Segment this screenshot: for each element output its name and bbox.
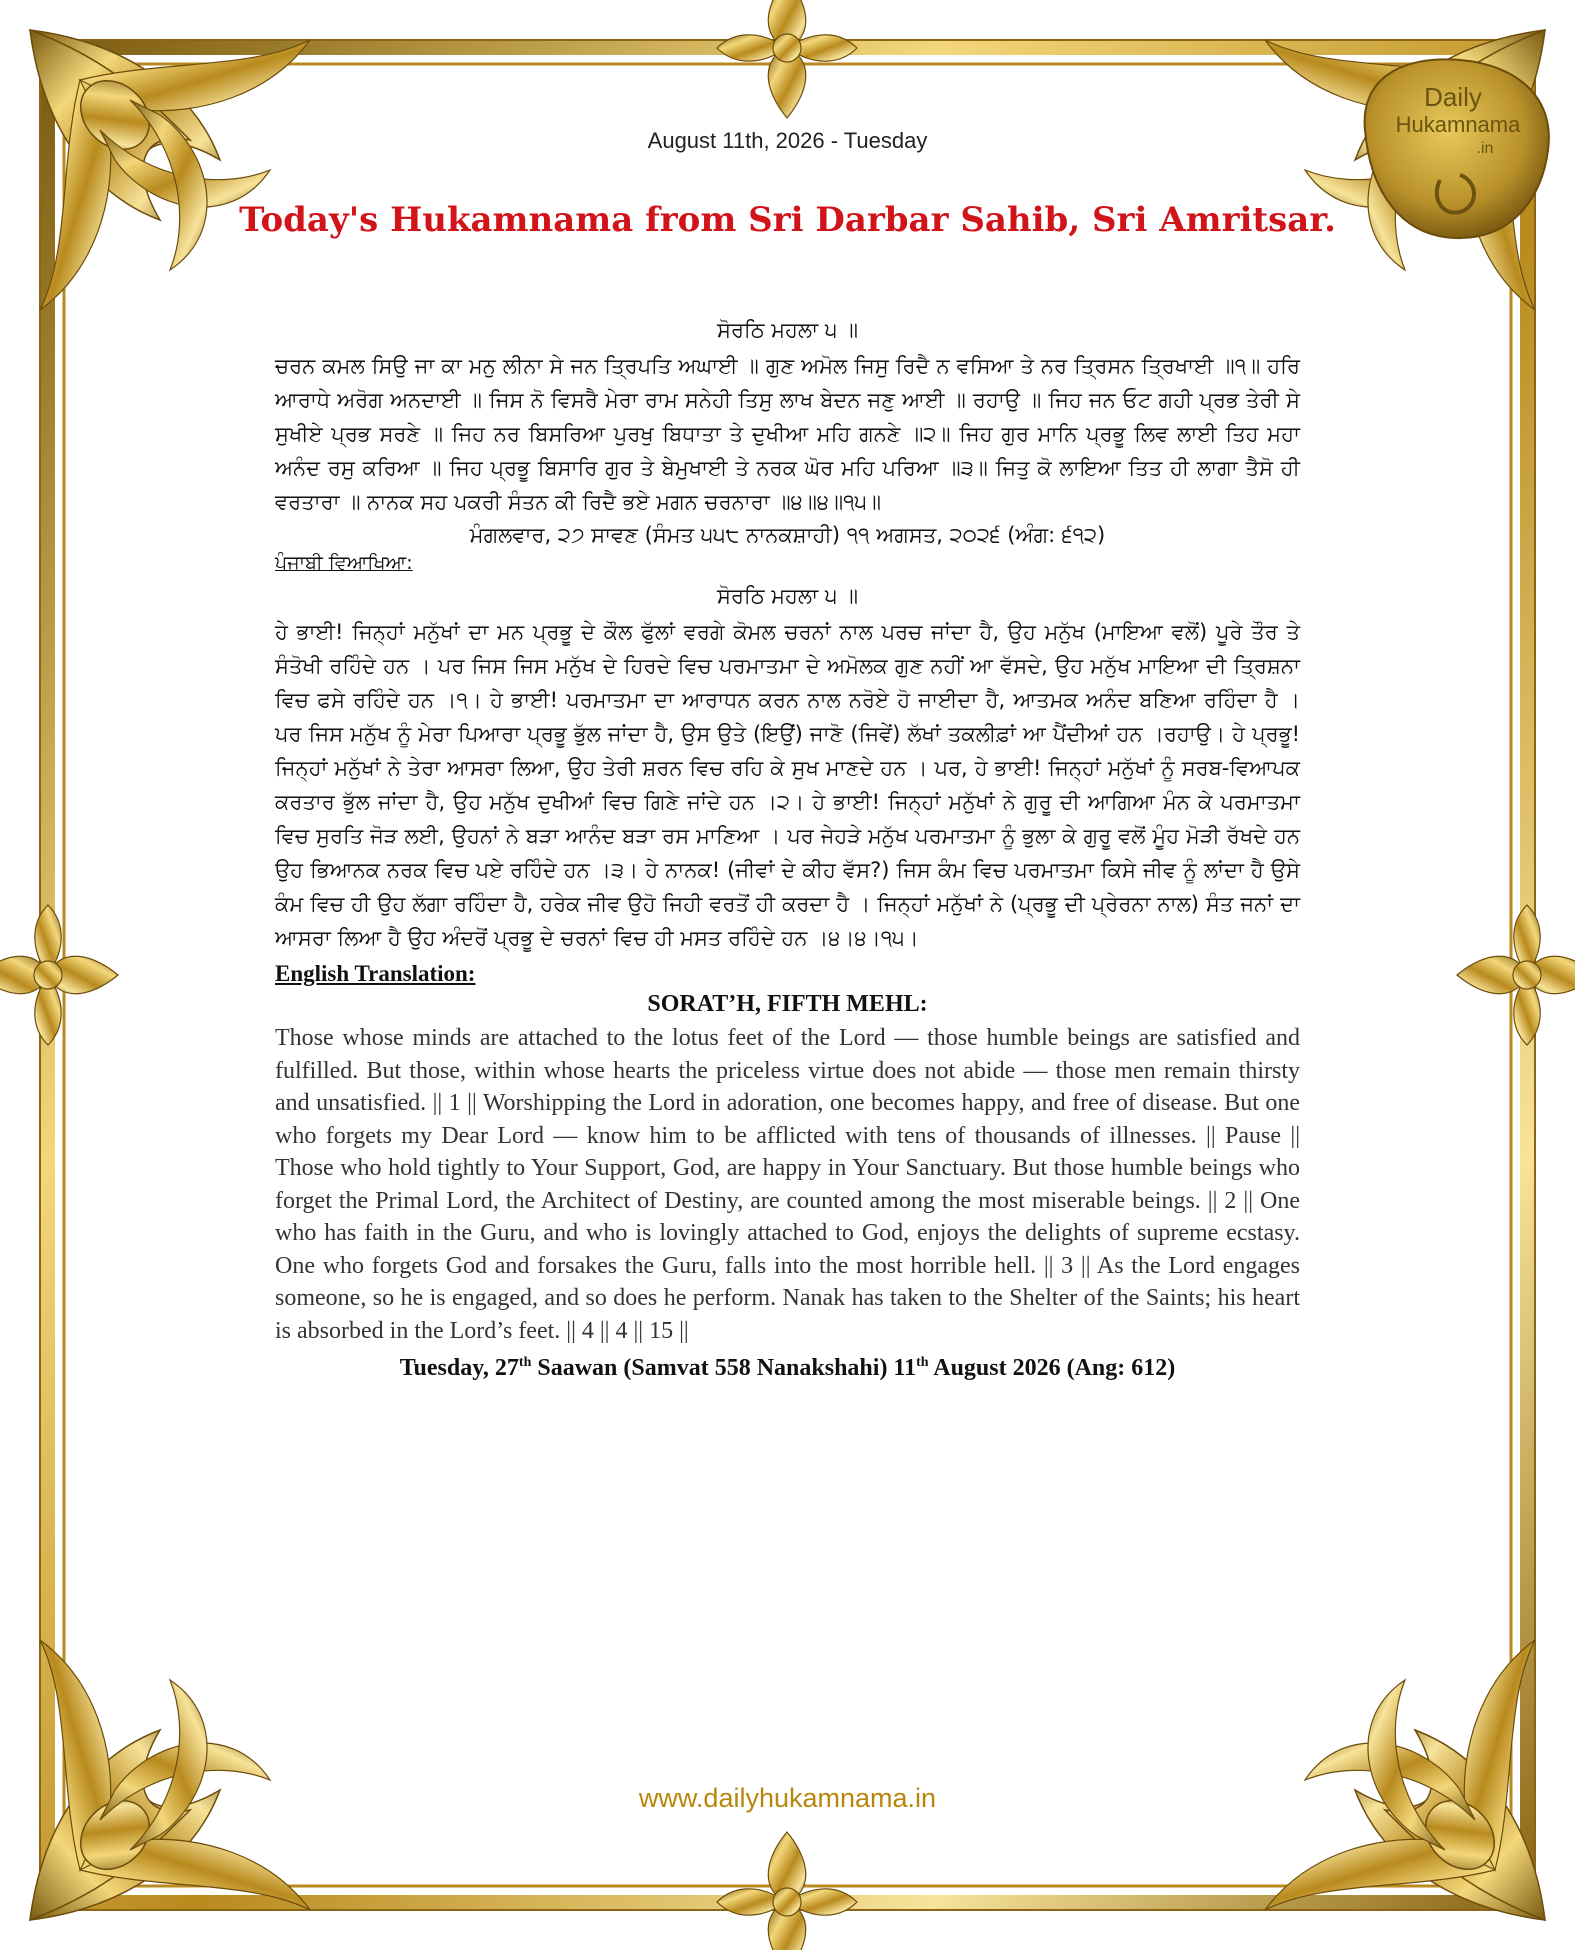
footer-url-link[interactable]: www.dailyhukamnama.in xyxy=(638,1783,937,1813)
badge-text-in: .in xyxy=(1476,140,1494,157)
punjabi-section-label: ਪੰਜਾਬੀ ਵਿਆਖਿਆ: xyxy=(275,552,413,574)
date-line: August 11th, 2026 - Tuesday xyxy=(647,128,928,153)
english-section-label: English Translation: xyxy=(275,961,476,986)
badge-text-hukamnama: Hukamnama xyxy=(1395,112,1521,137)
gurbani-heading: ਸੋਰਠਿ ਮਹਲਾ ੫ ॥ xyxy=(716,318,859,342)
gurbani-date-line: ਮੰਗਲਵਾਰ, ੨੭ ਸਾਵਣ (ਸੰਮਤ ੫੫੮ ਨਾਨਕਸ਼ਾਹੀ) ੧੧ ਅਗਸਤ, ੨੦੨੬ (ਅੰਗ: ੬੧੨) xyxy=(469,523,1106,547)
english-translation: Those whose minds are attached to the lotus feet of the Lord — those humble beings are satisfied and fulfilled. But those, within whose hearts the priceless virtue does not abide — those men remain thirsty and unsatisfied. || 1 || Worshipping the Lord in adoration, one becomes happy, and free of disease. But one who forgets my Dear Lord — know him to be afflicted with tens of thousands of illnesses. || Pause || Those who hold tightly to Your Support, God, are happy in Your Sanctuary. But those humble beings who forget the Primal Lord, the Architect of Destiny, are counted among the most miserable beings. || 2 || One who has faith in the Guru, and who is lovingly attached to God, enjoys the delights of supreme ecstasy. One who forgets God and forsakes the Guru, falls into the most horrible hell. || 3 || As the Lord engages someone, so he is engaged, and so does he perform. Nanak has taken to the Shelter of the Saints; his heart is absorbed in the Lord’s feet. || 4 || 4 || 15 || xyxy=(275,1025,1300,1344)
page-title: Today's Hukamnama from Sri Darbar Sahib, Sri Amritsar. xyxy=(239,200,1336,240)
punjabi-heading: ਸੋਰਠਿ ਮਹਲਾ ੫ ॥ xyxy=(716,584,859,608)
badge-text-daily: Daily xyxy=(1424,82,1482,112)
gurbani-text: ਚਰਨ ਕਮਲ ਸਿਉ ਜਾ ਕਾ ਮਨੁ ਲੀਨਾ ਸੇ ਜਨ ਤ੍ਰਿਪਤਿ ਅਘਾਈ ॥ ਗੁਣ ਅਮੋਲ ਜਿਸੁ ਰਿਦੈ ਨ ਵਸਿਆ ਤੇ ਨਰ ਤ੍ਰਿਸਨ ਤ੍ਰਿਖਾਈ ॥੧॥ ਹਰਿ ਆਰਾਧੇ ਅਰੋਗ ਅਨਦਾਈ ॥ ਜਿਸ ਨੋ ਵਿਸਰੈ ਮੇਰਾ ਰਾਮ ਸਨੇਹੀ ਤਿਸੁ ਲਾਖ ਬੇਦਨ ਜਣੁ ਆਈ ॥ ਰਹਾਉ ॥ ਜਿਹ ਜਨ ਓਟ ਗਹੀ ਪ੍ਰਭ ਤੇਰੀ ਸੇ ਸੁਖੀਏ ਪ੍ਰਭ ਸਰਣੇ ॥ ਜਿਹ ਨਰ ਬਿਸਰਿਆ ਪੁਰਖੁ ਬਿਧਾਤਾ ਤੇ ਦੁਖੀਆ ਮਹਿ ਗਨਣੇ ॥੨॥ ਜਿਹ ਗੁਰ ਮਾਨਿ ਪ੍ਰਭੂ ਲਿਵ ਲਾਈ ਤਿਹ ਮਹਾ ਅਨੰਦ ਰਸੁ ਕਰਿਆ ॥ ਜਿਹ ਪ੍ਰਭੂ ਬਿਸਾਰਿ ਗੁਰ ਤੇ ਬੇਮੁਖਾਈ ਤੇ ਨਰਕ ਘੋਰ ਮਹਿ ਪਰਿਆ ॥੩॥ ਜਿਤੁ ਕੋ ਲਾਇਆ ਤਿਤ ਹੀ ਲਾਗਾ ਤੈਸੋ ਹੀ ਵਰਤਾਰਾ ॥ ਨਾਨਕ ਸਹ ਪਕਰੀ ਸੰਤਨ ਕੀ ਰਿਦੈ ਭਏ ਮਗਨ ਚਰਨਾਰਾ ॥੪॥੪॥੧੫॥ xyxy=(275,354,1300,514)
english-heading: SORAT’H, FIFTH MEHL: xyxy=(647,991,928,1017)
english-date-part-a: Tuesday, 27 xyxy=(399,1355,519,1381)
english-date-sup-2: th xyxy=(916,1355,929,1370)
content-body xyxy=(275,318,1300,1382)
english-date-part-c: August 2026 (Ang: 612) xyxy=(928,1355,1176,1381)
english-date-sup-1: th xyxy=(518,1355,532,1370)
punjabi-explanation: ਹੇ ਭਾਈ! ਜਿਨ੍ਹਾਂ ਮਨੁੱਖਾਂ ਦਾ ਮਨ ਪ੍ਰਭੂ ਦੇ ਕੌਲ ਫੁੱਲਾਂ ਵਰਗੇ ਕੋਮਲ ਚਰਨਾਂ ਨਾਲ ਪਰਚ ਜਾਂਦਾ ਹੈ, ਉਹ ਮਨੁੱਖ (ਮਾਇਆ ਵਲੋਂ) ਪੂਰੇ ਤੌਰ ਤੇ ਸੰਤੋਖੀ ਰਹਿੰਦੇ ਹਨ । ਪਰ ਜਿਸ ਜਿਸ ਮਨੁੱਖ ਦੇ ਹਿਰਦੇ ਵਿਚ ਪਰਮਾਤਮਾ ਦੇ ਅਮੋਲਕ ਗੁਣ ਨਹੀਂ ਆ ਵੱਸਦੇ, ਉਹ ਮਨੁੱਖ ਮਾਇਆ ਦੀ ਤ੍ਰਿਸ਼ਨਾ ਵਿਚ ਫਸੇ ਰਹਿੰਦੇ ਹਨ ।੧। ਹੇ ਭਾਈ! ਪਰਮਾਤਮਾ ਦਾ ਆਰਾਧਨ ਕਰਨ ਨਾਲ ਨਰੋਏ ਹੋ ਜਾਈਦਾ ਹੈ, ਆਤਮਕ ਅਨੰਦ ਬਣਿਆ ਰਹਿੰਦਾ ਹੈ । ਪਰ ਜਿਸ ਮਨੁੱਖ ਨੂੰ ਮੇਰਾ ਪਿਆਰਾ ਪ੍ਰਭੂ ਭੁੱਲ ਜਾਂਦਾ ਹੈ, ਉਸ ਉਤੇ (ਇਉਂ) ਜਾਣੋ (ਜਿਵੇਂ) ਲੱਖਾਂ ਤਕਲੀਫ਼ਾਂ ਆ ਪੈਂਦੀਆਂ ਹਨ ।ਰਹਾਉ। ਹੇ ਪ੍ਰਭੂ! ਜਿਨ੍ਹਾਂ ਮਨੁੱਖਾਂ ਨੇ ਤੇਰਾ ਆਸਰਾ ਲਿਆ, ਉਹ ਤੇਰੀ ਸ਼ਰਨ ਵਿਚ ਰਹਿ ਕੇ ਸੁਖ ਮਾਣਦੇ ਹਨ । ਪਰ, ਹੇ ਭਾਈ! ਜਿਨ੍ਹਾਂ ਮਨੁੱਖਾਂ ਨੂੰ ਸਰਬ-ਵਿਆਪਕ ਕਰਤਾਰ ਭੁੱਲ ਜਾਂਦਾ ਹੈ, ਉਹ ਮਨੁੱਖ ਦੁਖੀਆਂ ਵਿਚ ਗਿਣੇ ਜਾਂਦੇ ਹਨ ।੨। ਹੇ ਭਾਈ! ਜਿਨ੍ਹਾਂ ਮਨੁੱਖਾਂ ਨੇ ਗੁਰੂ ਦੀ ਆਗਿਆ ਮੰਨ ਕੇ ਪਰਮਾਤਮਾ ਵਿਚ ਸੁਰਤਿ ਜੋੜ ਲਈ, ਉਹਨਾਂ ਨੇ ਬੜਾ ਆਨੰਦ ਬੜਾ ਰਸ ਮਾਣਿਆ । ਪਰ ਜੇਹੜੇ ਮਨੁੱਖ ਪਰਮਾਤਮਾ ਨੂੰ ਭੁਲਾ ਕੇ ਗੁਰੂ ਵਲੋਂ ਮੂੰਹ ਮੋੜੀ ਰੱਖਦੇ ਹਨ ਉਹ ਭਿਆਨਕ ਨਰਕ ਵਿਚ ਪਏ ਰਹਿੰਦੇ ਹਨ ।੩। ਹੇ ਨਾਨਕ! (ਜੀਵਾਂ ਦੇ ਕੀਹ ਵੱਸ?) ਜਿਸ ਕੰਮ ਵਿਚ ਪਰਮਾਤਮਾ ਕਿਸੇ ਜੀਵ ਨੂੰ ਲਾਂਦਾ ਹੈ ਉਸੇ ਕੰਮ ਵਿਚ ਹੀ ਉਹ ਲੱਗਾ ਰਹਿੰਦਾ ਹੈ, ਹਰੇਕ ਜੀਵ ਉਹੋ ਜਿਹੀ ਵਰਤੋਂ ਹੀ ਕਰਦਾ ਹੈ । ਜਿਨ੍ਹਾਂ ਮਨੁੱਖਾਂ ਨੇ (ਪ੍ਰਭੂ ਦੀ ਪ੍ਰੇਰਨਾ ਨਾਲ) ਸੰਤ ਜਨਾਂ ਦਾ ਆਸਰਾ ਲਿਆ ਹੈ ਉਹ ਅੰਦਰੋਂ ਪ੍ਰਭੂ ਦੇ ਚਰਨਾਂ ਵਿਚ ਹੀ ਮਸਤ ਰਹਿੰਦੇ ਹਨ ।੪।੪।੧੫। xyxy=(275,620,1300,950)
english-date-line xyxy=(275,1355,1300,1382)
english-date-part-b: Saawan (Samvat 558 Nanakshahi) 11 xyxy=(531,1355,917,1381)
